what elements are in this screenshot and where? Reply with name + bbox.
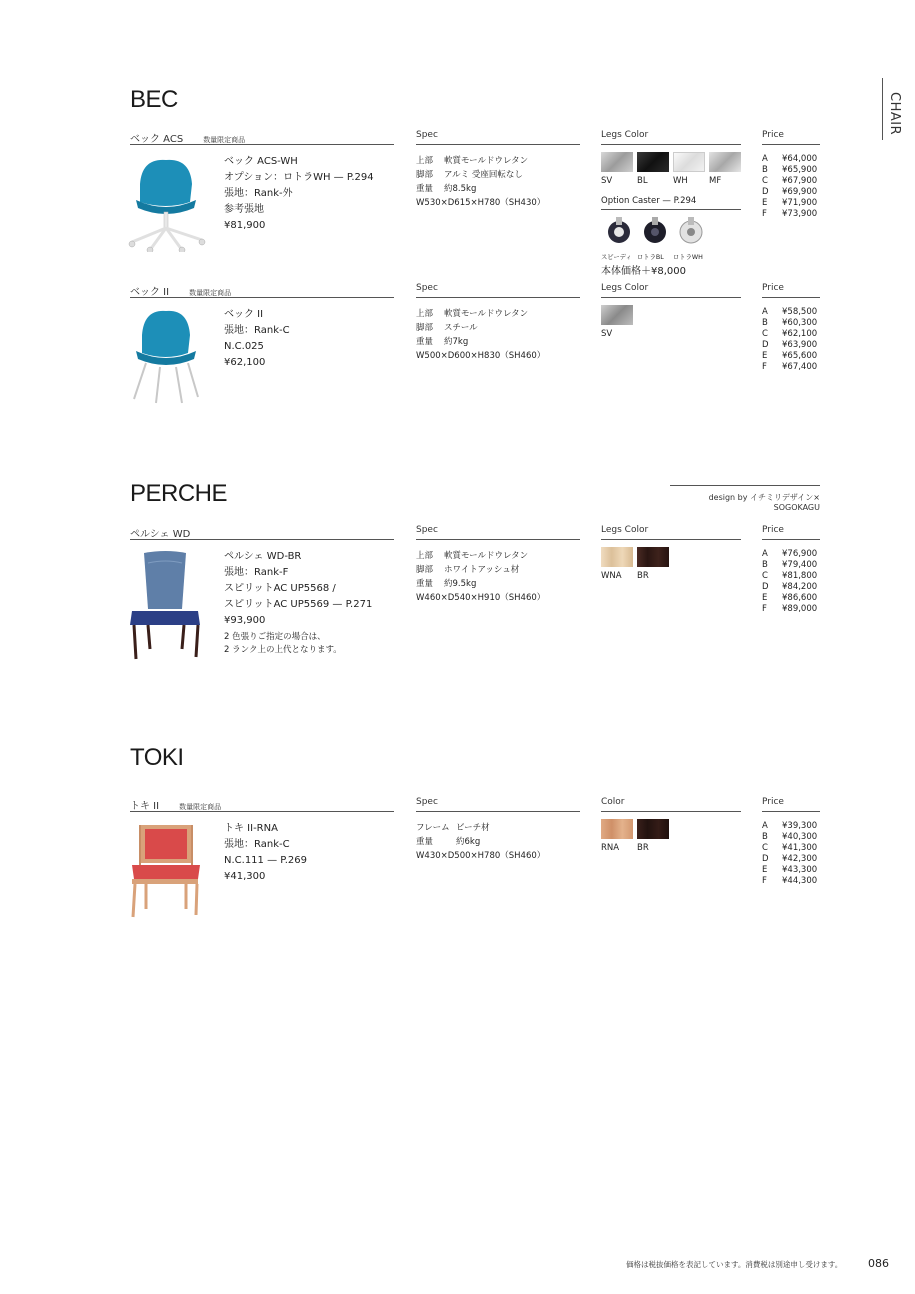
swatch-rna: RNA: [601, 819, 633, 853]
footer-tax-note: 価格は税抜価格を表記しています。消費税は別途申し受けます。: [626, 1260, 843, 1269]
swatch-br: BR: [637, 547, 669, 581]
spec-header: Spec: [416, 283, 580, 298]
color-header: Color: [601, 797, 741, 812]
caster-options: [601, 216, 709, 262]
price-header: Price: [762, 525, 820, 540]
product-note: 2 色張りご指定の場合は、 2 ランク上の上代となります。: [224, 632, 342, 655]
price-list: A ¥64,000 B ¥65,900 C ¥67,900 D ¥69,900 E ¥71,900 F ¥73,900: [762, 154, 818, 219]
caster-rotra-bl-icon: [640, 216, 670, 246]
product-description: ベック ACS-WH オプション：ロトラWH — P.294 張地：Rank-外 参考張地 ¥81,900: [224, 156, 374, 231]
product-description: トキ II-RNA 張地：Rank-C N.C.111 — P.269 ¥41,300: [224, 823, 308, 882]
spec-list: 上部 軟質モールドウレタン 脚部 スチール 重量 約7kg W500×D600×H830（SH460）: [416, 309, 546, 361]
product-name: ペルシェ WD: [130, 525, 394, 540]
legs-color-header: Legs Color: [601, 283, 741, 298]
chair-image-bec-acs: [126, 154, 206, 252]
swatch-wh: WH: [673, 152, 705, 186]
price-list: A ¥58,500 B ¥60,300 C ¥62,100 D ¥63,900 E ¥65,600 F ¥67,400: [762, 307, 818, 372]
legs-color-header: Legs Color: [601, 130, 741, 145]
swatch-mf: MF: [709, 152, 741, 186]
caster-rotra-bl: ロトラBL: [637, 216, 673, 262]
price-header: Price: [762, 130, 820, 145]
caster-rotra-wh: ロトラWH: [673, 216, 709, 262]
swatch-bl: BL: [637, 152, 669, 186]
product-name: トキ II 数量限定商品: [130, 797, 394, 812]
spec-list: フレーム ビーチ材 重量 約6kg W430×D500×H780（SH460）: [416, 823, 546, 861]
designer-credit: design by イチミリデザイン× SOGOKAGU: [670, 485, 820, 512]
caster-rotra-wh-icon: [676, 216, 706, 246]
product-description: ベック II 張地：Rank-C N.C.025 ¥62,100: [224, 309, 290, 368]
price-header: Price: [762, 283, 820, 298]
product-name: ベック ACS 数量限定商品: [130, 130, 394, 145]
spec-list: 上部 軟質モールドウレタン 脚部 ホワイトアッシュ材 重量 約9.5kg W460×D540×H910（SH460）: [416, 551, 546, 603]
price-list: A ¥76,900 B ¥79,400 C ¥81,800 D ¥84,200 E ¥86,600 F ¥89,000: [762, 549, 818, 614]
spec-header: Spec: [416, 797, 580, 812]
section-title-toki: TOKI: [130, 744, 184, 771]
product-name: ベック II 数量限定商品: [130, 283, 394, 298]
option-price: 本体価格＋¥8,000: [601, 266, 686, 277]
product-description: ペルシェ WD-BR 張地：Rank-F スピリットAC UP5568 / スピリットAC UP5569 — P.271 ¥93,900 2 色張りご指定の場合は、 2 ランク上の上代となります。: [224, 551, 373, 655]
spec-header: Spec: [416, 525, 580, 540]
swatch-wna: WNA: [601, 547, 633, 581]
chair-image-toki-2: [126, 821, 206, 919]
legs-color-swatches: [601, 152, 745, 186]
page-number: 086: [868, 1257, 889, 1270]
side-tab-label: CHAIR: [887, 92, 902, 136]
swatch-sv: SV: [601, 152, 633, 186]
swatch-sv: SV: [601, 305, 633, 339]
legs-color-swatches: [601, 305, 637, 339]
section-title-perche: PERCHE: [130, 480, 228, 507]
price-list: A ¥39,300 B ¥40,300 C ¥41,300 D ¥42,300 E ¥43,300 F ¥44,300: [762, 821, 818, 886]
legs-color-header: Legs Color: [601, 525, 741, 540]
swatch-br: BR: [637, 819, 669, 853]
spec-header: Spec: [416, 130, 580, 145]
spec-list: 上部 軟質モールドウレタン 脚部 アルミ 受座回転なし 重量 約8.5kg W530×D615×H780（SH430）: [416, 156, 546, 208]
chair-image-bec-2: [126, 307, 206, 405]
side-tab: [882, 78, 915, 140]
price-header: Price: [762, 797, 820, 812]
chair-image-perche-wd: [126, 549, 206, 661]
option-caster-header: Option Caster — P.294: [601, 196, 741, 210]
caster-speedy-icon: [604, 216, 634, 246]
caster-speedy: スピーディ: [601, 216, 637, 262]
color-swatches: [601, 819, 673, 853]
legs-color-swatches: [601, 547, 673, 581]
section-title-bec: BEC: [130, 86, 178, 113]
